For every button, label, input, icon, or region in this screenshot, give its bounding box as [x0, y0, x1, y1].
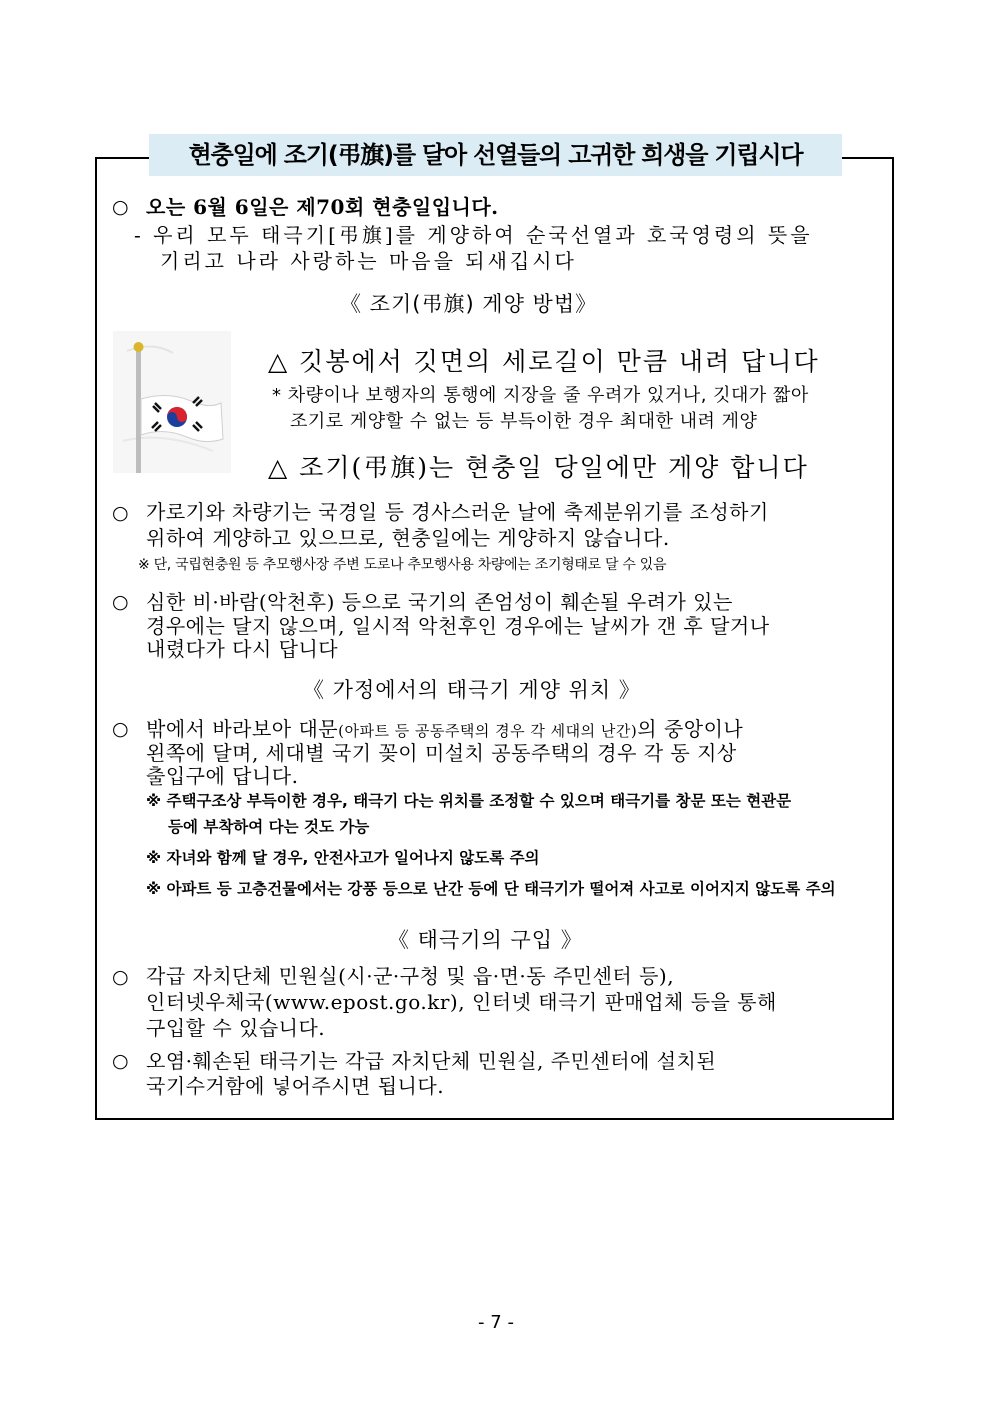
para-disposal-line-1: 오염·훼손된 태극기는 각급 자치단체 민원실, 주민센터에 설치된	[146, 1049, 717, 1073]
page-title: 현충일에 조기(弔旗)를 달아 선열들의 고귀한 희생을 기립시다	[149, 134, 842, 176]
step-note-line-1: * 차량이나 보행자의 통행에 지장을 줄 우려가 있거나, 깃대가 짧아	[272, 385, 809, 406]
page-number: - 7 -	[478, 1312, 514, 1333]
section-heading-half-mast-method: 《 조기(弔旗) 게양 방법》	[340, 292, 598, 316]
para-home-line-1-a: 밖에서 바라보아 대문	[146, 717, 339, 741]
step-memorial-day-only: △ 조기(弔旗)는 현충일 당일에만 게양 합니다	[268, 453, 809, 482]
para-home-line-3: 출입구에 답니다.	[146, 764, 299, 788]
step-note-line-2: 조기로 게양할 수 없는 등 부득이한 경우 최대한 내려 게양	[290, 411, 758, 432]
bullet-circle: ○	[112, 196, 129, 218]
para-street-flags-line-2: 위하여 게양하고 있으므로, 현충일에는 게양하지 않습니다.	[146, 526, 670, 550]
para-street-flags-note: ※ 단, 국립현충원 등 추모행사장 주변 도로나 추모행사용 차량에는 조기형태로 달 수 있음	[138, 557, 667, 573]
section-heading-home-location: 《 가정에서의 태극기 게양 위치 》	[303, 678, 641, 702]
para-bad-weather-line-1: 심한 비·바람(악천후) 등으로 국기의 존엄성이 훼손될 우려가 있는	[146, 590, 733, 614]
para-purchase-line-3: 구입할 수 있습니다.	[146, 1016, 326, 1040]
para-bad-weather-line-2: 경우에는 달지 않으며, 일시적 악천후인 경우에는 날씨가 갠 후 달거나	[146, 614, 770, 638]
para-disposal-line-2: 국기수거함에 넣어주시면 됩니다.	[146, 1074, 445, 1098]
home-note-1-line-1: ※ 주택구조상 부득이한 경우, 태극기 다는 위치를 조정할 수 있으며 태극기를 창문 또는 현관문	[146, 792, 792, 810]
para-home-line-1-b: (아파트 등 공동주택의 경우 각 세대의 난간)	[338, 722, 638, 740]
para-street-flags-line-1: 가로기와 차량기는 국경일 등 경사스러운 날에 축제분위기를 조성하기	[146, 500, 769, 524]
bullet-circle: ○	[112, 591, 129, 613]
home-note-2: ※ 자녀와 함께 달 경우, 안전사고가 일어나지 않도록 주의	[146, 849, 540, 867]
bullet-circle: ○	[112, 1050, 129, 1072]
bullet-circle: ○	[112, 718, 129, 740]
para-purchase-line-2: 인터넷우체국(www.epost.go.kr), 인터넷 태극기 판매업체 등을 통해	[146, 990, 777, 1014]
home-note-3: ※ 아파트 등 고층건물에서는 강풍 등으로 난간 등에 단 태극기가 떨어져 사고로 이어지지 않도록 주의	[146, 880, 836, 898]
para-purchase-line-1: 각급 자치단체 민원실(시·군·구청 및 읍·면·동 주민센터 등),	[146, 964, 675, 988]
half-mast-flag-illustration	[113, 331, 231, 473]
section-heading-purchase: 《 태극기의 구입 》	[388, 928, 583, 952]
para-home-line-1-c: 의 중앙이나	[637, 717, 744, 741]
para-home-line-2: 왼쪽에 달며, 세대별 국기 꽂이 미설치 공동주택의 경우 각 동 지상	[146, 741, 737, 765]
bullet-circle: ○	[112, 966, 129, 988]
step-lower-flag: △ 깃봉에서 깃면의 세로길이 만큼 내려 답니다	[268, 347, 820, 376]
intro-line-3: 기리고 나라 사랑하는 마음을 되새깁시다	[160, 249, 577, 273]
para-bad-weather-line-3: 내렸다가 다시 답니다	[146, 637, 339, 661]
home-note-1-line-2: 등에 부착하여 다는 것도 가능	[168, 818, 370, 836]
intro-line-1: 오는 6월 6일은 제70회 현충일입니다.	[146, 195, 499, 219]
intro-line-2: - 우리 모두 태극기[弔旗]를 게양하여 순국선열과 호국영령의 뜻을	[134, 223, 813, 247]
bullet-circle: ○	[112, 502, 129, 524]
